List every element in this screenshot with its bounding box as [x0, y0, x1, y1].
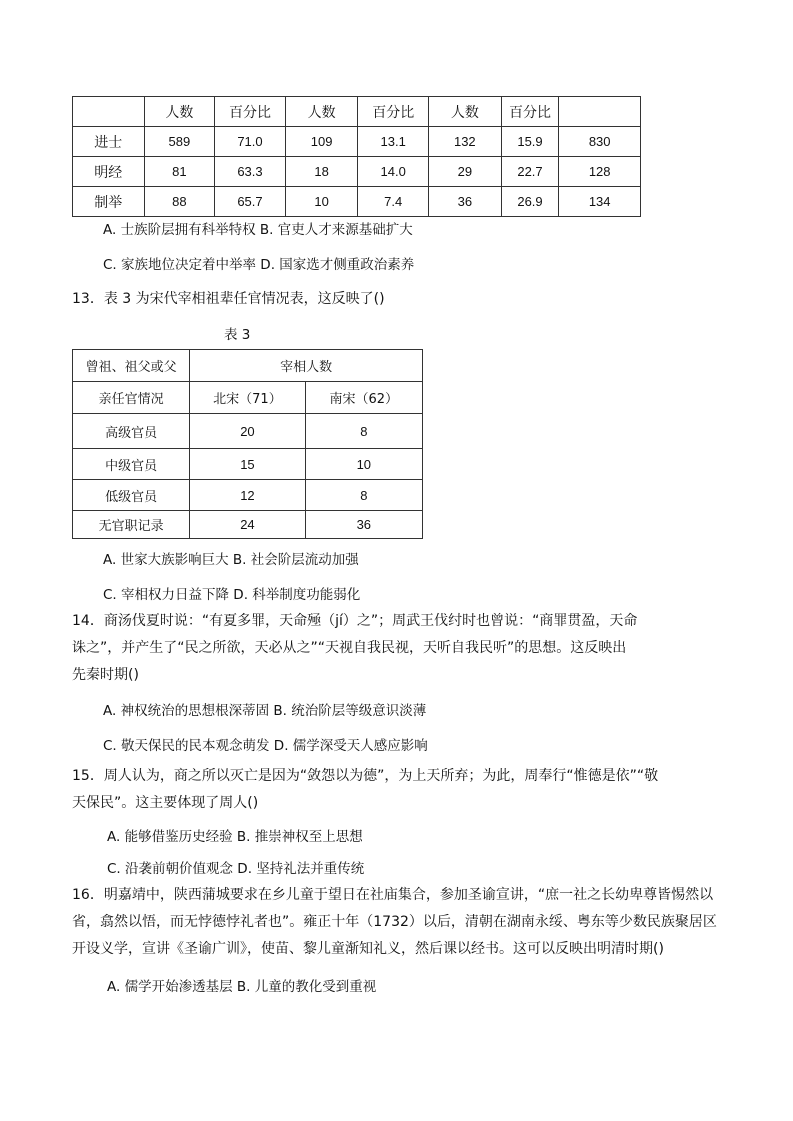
table-row	[73, 414, 423, 449]
q16-line2: 省，翕然以悟，而无悖德悖礼者也”。雍正十年（1732）以后，清朝在湖南永绥、粤东等少数民族聚居区	[72, 914, 717, 930]
table-header-cell: 南宋（62）	[305, 382, 422, 414]
q13-stem: 13．表 3 为宋代宰相祖辈任官情况表，这反映了()	[72, 291, 385, 307]
table-cell: 88	[144, 187, 215, 217]
table-cell: 18	[285, 157, 358, 187]
table-header-cell: 曾祖、祖父或父	[73, 350, 190, 382]
q16-line1: 16．明嘉靖中，陕西蒲城要求在乡儿童于望日在社庙集合，参加圣谕宣讲，“庶一社之长幼卑尊皆惕然以	[72, 887, 714, 903]
table-cell: 63.3	[215, 157, 286, 187]
table-cell: 7.4	[358, 187, 429, 217]
q14-line3: 先秦时期()	[72, 667, 139, 683]
table-cell: 71.0	[215, 127, 286, 157]
table-cell: 109	[285, 127, 358, 157]
table-row	[73, 157, 641, 187]
table-cell: 10	[285, 187, 358, 217]
table-cell: 65.7	[215, 187, 286, 217]
table-header-cell: 人数	[285, 97, 358, 127]
table-row	[73, 511, 423, 539]
table-header-cell: 宰相人数	[190, 350, 423, 382]
table-cell: 20	[190, 414, 305, 449]
row-label: 高级官员	[73, 414, 190, 449]
table-row	[73, 187, 641, 217]
table-cell: 12	[190, 480, 305, 511]
table-cell: 8	[305, 414, 422, 449]
table-cell: 10	[305, 449, 422, 480]
row-label: 低级官员	[73, 480, 190, 511]
q15-line1: 15．周人认为，商之所以灭亡是因为“敛怨以为德”，为上天所弃；为此，周奉行“惟德是依”“敬	[72, 768, 659, 784]
table-cell: 132	[429, 127, 502, 157]
table-header-cell: 百分比	[358, 97, 429, 127]
table-header-cell: 人数	[429, 97, 502, 127]
table-cell: 26.9	[501, 187, 559, 217]
table-cell: 36	[305, 511, 422, 539]
table-cell: 128	[559, 157, 641, 187]
row-label: 中级官员	[73, 449, 190, 480]
table-cell: 589	[144, 127, 215, 157]
table-header-cell: 北宋（71）	[190, 382, 305, 414]
q15-line2: 天保民”。这主要体现了周人()	[72, 795, 259, 811]
q13-options-cd: C. 宰相权力日益下降 D. 科举制度功能弱化	[103, 587, 361, 603]
q14-line2: 诛之”，并产生了“民之所欲，天必从之”“天视自我民视，天听自我民听”的思想。这反映出	[72, 640, 627, 656]
q15-options-cd: C. 沿袭前朝价值观念 D. 坚持礼法并重传统	[107, 861, 365, 877]
table-cell: 29	[429, 157, 502, 187]
table-cell: 36	[429, 187, 502, 217]
table-cell	[73, 97, 145, 127]
table-cell: 8	[305, 480, 422, 511]
table-cell: 15	[190, 449, 305, 480]
row-label: 明经	[73, 157, 145, 187]
table-row	[73, 127, 641, 157]
q14-options-cd: C. 敬天保民的民本观念萌发 D. 儒学深受天人感应影响	[103, 738, 428, 754]
q16-line3: 开设义学，宣讲《圣谕广训》，使苗、黎儿童渐知礼义，然后课以经书。这可以反映出明清时期()	[72, 941, 664, 957]
table-cell: 24	[190, 511, 305, 539]
q13-options-ab: A. 世家大族影响巨大 B. 社会阶层流动加强	[103, 552, 359, 568]
table-header-cell	[559, 97, 641, 127]
q14-line1: 14．商汤伐夏时说：“有夏多罪，天命殛（jí）之”；周武王伐纣时也曾说：“商罪贯盈，天命	[72, 613, 638, 629]
table-cell: 81	[144, 157, 215, 187]
q12-options-cd: C. 家族地位决定着中举率 D. 国家选才侧重政治素养	[103, 257, 415, 273]
table-chancellor-ancestry	[72, 349, 423, 539]
row-label: 制举	[73, 187, 145, 217]
row-label: 进士	[73, 127, 145, 157]
table-header-cell: 百分比	[501, 97, 559, 127]
table-header-cell: 人数	[144, 97, 215, 127]
table-cell: 13.1	[358, 127, 429, 157]
q12-options-ab: A. 士族阶层拥有科举特权 B. 官吏人才来源基础扩大	[103, 222, 413, 238]
table-cell: 15.9	[501, 127, 559, 157]
q15-options-ab: A. 能够借鉴历史经验 B. 推崇神权至上思想	[107, 829, 363, 845]
table-header-row	[73, 97, 641, 127]
table-header-cell: 亲任官情况	[73, 382, 190, 414]
table-cell: 134	[559, 187, 641, 217]
table-row	[73, 480, 423, 511]
table-row	[73, 449, 423, 480]
table-cell: 22.7	[501, 157, 559, 187]
table-exam-stats	[72, 96, 641, 217]
table3-caption: 表 3	[224, 327, 251, 343]
q16-options-ab: A. 儒学开始渗透基层 B. 儿童的教化受到重视	[107, 979, 377, 995]
table-cell: 14.0	[358, 157, 429, 187]
q14-options-ab: A. 神权统治的思想根深蒂固 B. 统治阶层等级意识淡薄	[103, 703, 427, 719]
row-label: 无官职记录	[73, 511, 190, 539]
table-header-cell: 百分比	[215, 97, 286, 127]
table-cell: 830	[559, 127, 641, 157]
